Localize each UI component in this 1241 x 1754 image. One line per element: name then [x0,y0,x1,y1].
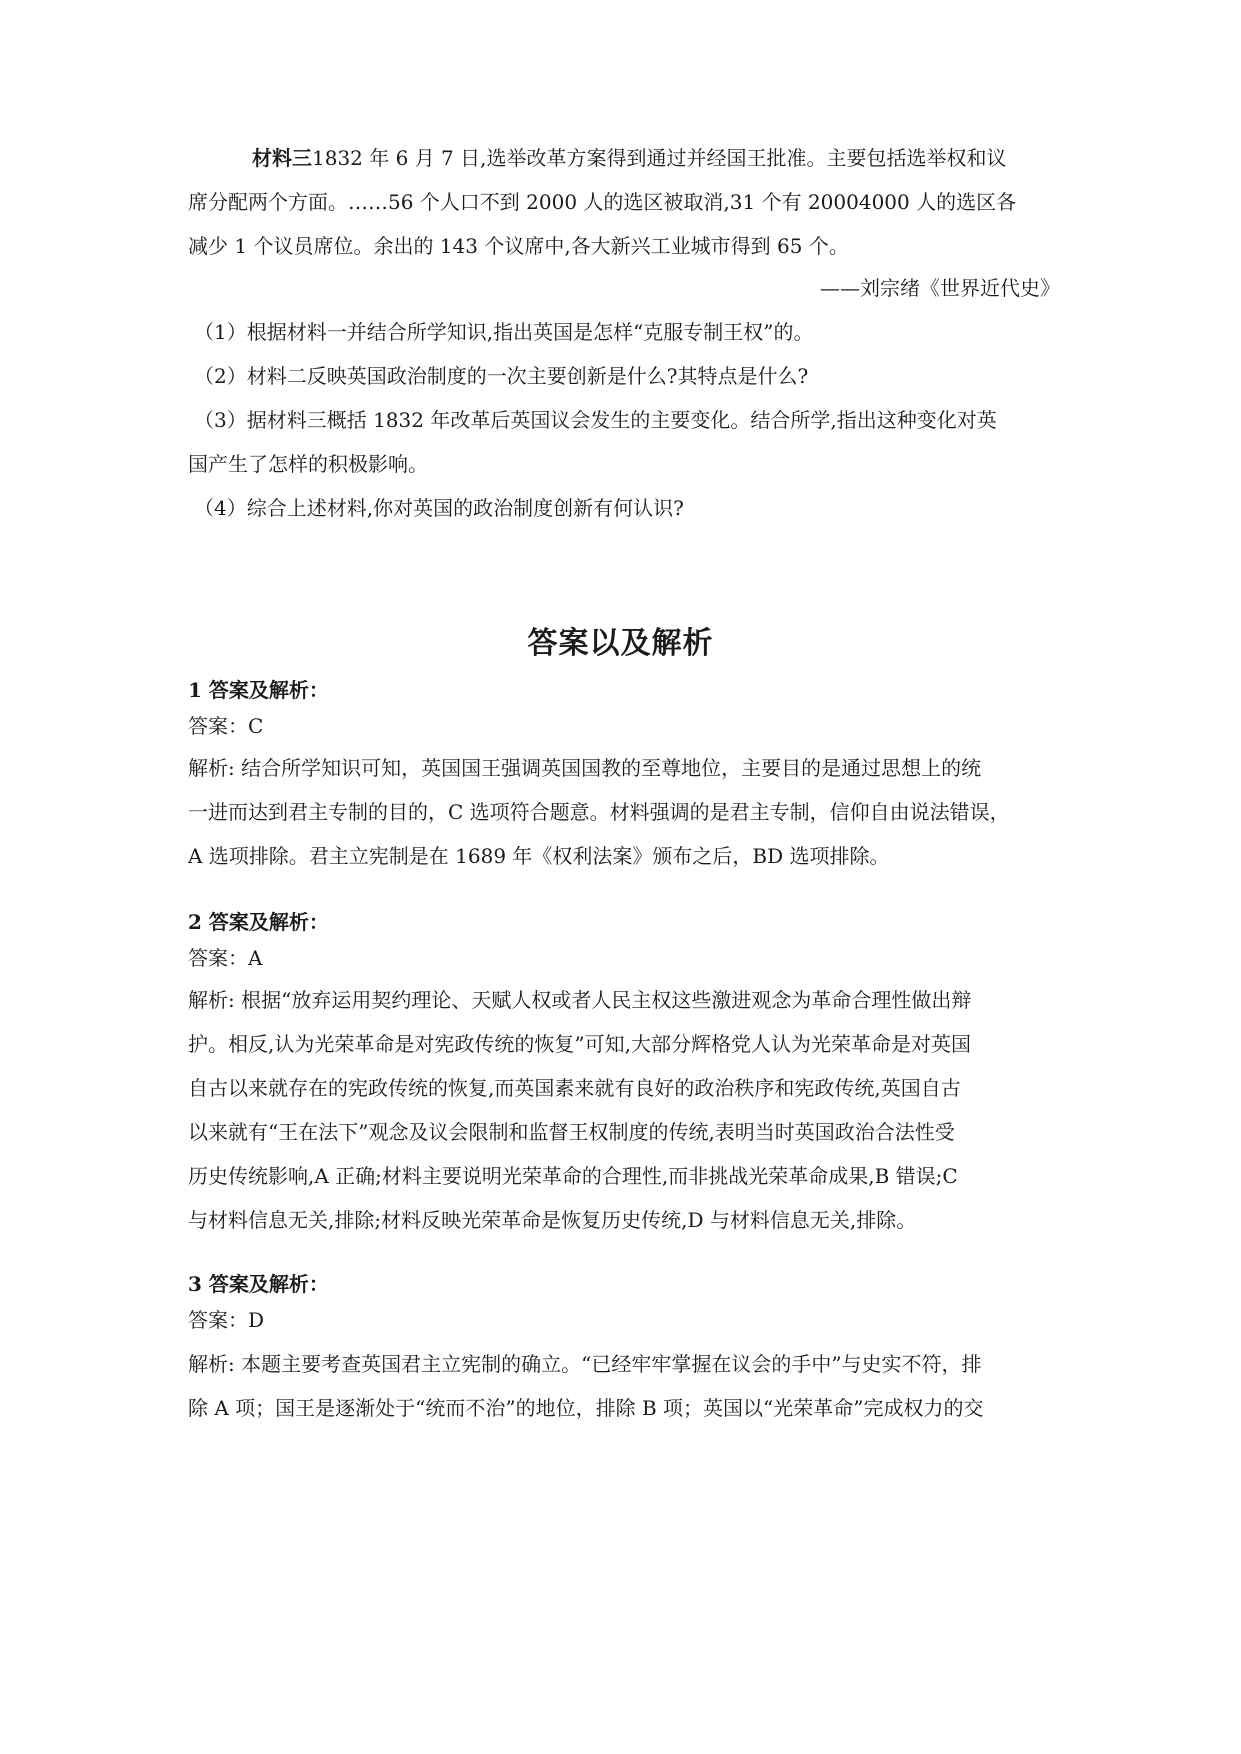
answer-2-line-6: 与材料信息无关,排除;材料反映光荣革命是恢复历史传统,D 与材料信息无关,排除。 [188,1208,917,1232]
answer-1-choice: 答案：C [188,714,264,738]
question-1: （1）根据材料一并结合所学知识,指出英国是怎样“克服专制王权”的。 [194,320,814,344]
answer-2-line-3: 自古以来就存在的宪政传统的恢复,而英国素来就有良好的政治秩序和宪政传统,英国自古 [188,1076,961,1100]
answer-2-line-4: 以来就有“王在法下”观念及议会限制和监督王权制度的传统,表明当时英国政治合法性受 [188,1120,955,1144]
material3-line-2: 席分配两个方面。……56 个人口不到 2000 人的选区被取消,31 个有 20004000 人的选区各 [188,190,1017,214]
answer-1-heading: 1 答案及解析： [188,678,329,702]
answer-2-line-2: 护。相反,认为光荣革命是对宪政传统的恢复”可知,大部分辉格党人认为光荣革命是对英国 [188,1032,971,1056]
material3-line-3: 减少 1 个议员席位。余出的 143 个议席中,各大新兴工业城市得到 65 个。 [188,234,849,258]
answer-2-choice: 答案：A [188,946,263,970]
question-3: （3）据材料三概括 1832 年改革后英国议会发生的主要变化。结合所学,指出这种变化对英 [194,408,997,432]
question-3-cont: 国产生了怎样的积极影响。 [188,452,428,476]
answer-2-line-5: 历史传统影响,A 正确;材料主要说明光荣革命的合理性,而非挑战光荣革命成果,B 错误;C [188,1164,958,1188]
answer-3-choice: 答案：D [188,1308,265,1332]
answer-3-line-1: 解析: 本题主要考查英国君主立宪制的确立。“已经牢牢掌握在议会的手中”与史实不符，排 [188,1352,982,1376]
answer-3-heading: 3 答案及解析： [188,1272,329,1296]
material3-line-1 [252,144,1058,172]
question-2: （2）材料二反映英国政治制度的一次主要创新是什么?其特点是什么? [194,364,809,388]
material3-text: 1832 年 6 月 7 日,选举改革方案得到通过并经国王批准。主要包括选举权和议 [312,146,1007,170]
answer-1-line-2: 一进而达到君主专制的目的，C 选项符合题意。材料强调的是君主专制，信仰自由说法错误， [188,800,1010,824]
answers-title: 答案以及解析 [527,626,714,661]
answer-2-heading: 2 答案及解析： [188,910,329,934]
material3-source: ——刘宗绪《世界近代史》 [820,276,1060,300]
answer-1-line-1: 解析: 结合所学知识可知，英国国王强调英国国教的至尊地位，主要目的是通过思想上的统 [188,756,982,780]
answer-3-line-2: 除 A 项；国王是逐渐处于“统而不治”的地位，排除 B 项；英国以“光荣革命”完成权力的交 [188,1396,984,1420]
answer-2-line-1: 解析: 根据“放弃运用契约理论、天赋人权或者人民主权这些激进观念为革命合理性做出辩 [188,988,972,1012]
question-4: （4）综合上述材料,你对英国的政治制度创新有何认识? [194,496,684,520]
material3-label: 材料三 [252,146,312,170]
answer-1-line-3: A 选项排除。君主立宪制是在 1689 年《权利法案》颁布之后，BD 选项排除。 [188,844,890,868]
